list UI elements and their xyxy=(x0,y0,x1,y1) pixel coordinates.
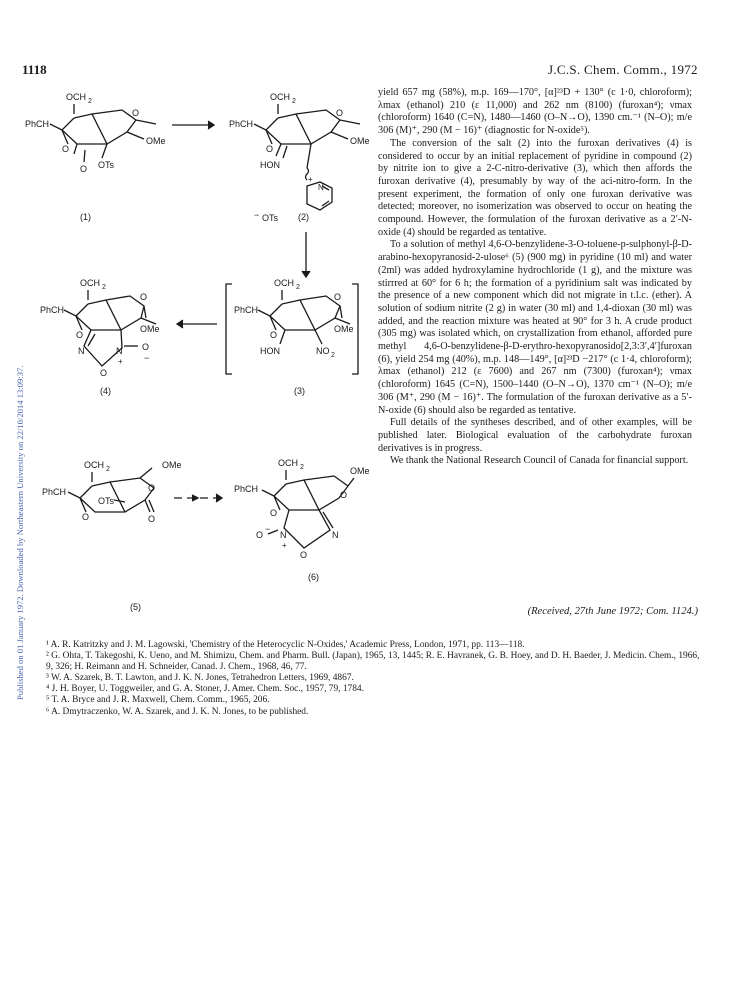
paragraph-experimental: To a solution of methyl 4,6-O-benzylidene-3-O-toluene-p-sulphonyl-β-D-arabino-hexopyranosid-2-ulose⁶ (5) (900 mg) in pyridine (10 ml) and water (2ml) was added hydroxylamine hydrochloride (1 g), and the mixture was stirrred at 60° for 6 h; the formation of a pyridinium salt was indicated by the presence of a new component which did not migrate in t.l.c. (ether). A solution of sodium nitrite (2 g) in water (30 ml) and 1,4-dioxan (30 ml) was added, and the reaction mixture was heated at 90° for 3 h. A crude product (305 mg) was isolated which, on crystallization from ethanol, afforded pure methyl 4,6-O-benzylidene-β-D-erythro-hexopyranosido[2,3:3′,4′]furoxan (6), yield 254 mg (40%), m.p. 148—149°, [α]²³D −217° (c 1·4, chloroform); λmax (ethanol) 212 (ε 7600) and 267 nm (7300) (furoxan⁴); νmax (chloroform) 1645 (C=N), 1500–1440 (O–N→O), 1370 cm⁻¹ (N–O); m/e 306 (M⁺, 290 (M − 16)⁺. The formulation of the furoxan derivative as a 5′-N-oxide (6) should also be regarded as tentative. xyxy=(378,239,692,416)
atom-o-minus: O xyxy=(142,342,150,352)
paragraph-mechanism: The conversion of the salt (2) into the furoxan derivatives (4) is considered to occur by an initial replacement of pyridine in compound (2) by nitrite ion to give a 2-C-nitro-derivative (3), which then affords the furoxan derivative (4), presumably by way of the aci-nitro-form. In the present experiment, the formation of only one furoxan derivative was detected; moreover, no isomerization was observed to occur on heating the compound. However, the formulation of the furoxan derivative as a 2′-N-oxide (4) should be regarded as tentative. xyxy=(378,137,692,238)
atom-hon: HON xyxy=(260,160,280,170)
atom-no2: NO xyxy=(316,346,330,356)
atom-ring-o: O xyxy=(340,490,348,500)
atom-n-oxide: N xyxy=(116,346,123,356)
reference-1: ¹ A. R. Katritzky and J. M. Lagowski, 'Chemistry of the Heterocyclic N-Oxides,' Academic Press, London, 1971, pp. 113—118. xyxy=(46,640,525,650)
atom-furoxan-o: O xyxy=(300,550,308,560)
atom-n: N xyxy=(318,183,324,192)
atom-ome: OMe xyxy=(162,460,182,470)
atom-och2: OCH xyxy=(270,92,290,102)
compound-label-5: (5) xyxy=(130,602,141,612)
running-head: J.C.S. Chem. Comm., 1972 xyxy=(548,62,698,77)
atom-minus: − xyxy=(265,524,271,534)
compound-label-4: (4) xyxy=(100,386,111,396)
atom-ring-o: O xyxy=(132,108,140,118)
atom-sub2: 2 xyxy=(106,466,110,473)
atom-furoxan-o: O xyxy=(100,368,108,378)
compound-label-6: (6) xyxy=(308,572,319,582)
atom-keto-o: O xyxy=(80,164,88,174)
atom-sub2: 2 xyxy=(331,352,335,359)
atom-o-minus: O xyxy=(256,530,264,540)
atom-n: N xyxy=(78,346,85,356)
download-notice xyxy=(2,180,25,700)
atom-n: N xyxy=(332,530,339,540)
atom-n-oxide: N xyxy=(280,530,287,540)
atom-ring-o: O xyxy=(140,292,148,302)
atom-sub2: 2 xyxy=(102,284,106,291)
atom-plus: + xyxy=(282,541,287,550)
atom-sub2: 2 xyxy=(88,98,92,105)
atom-ome: OMe xyxy=(140,324,160,334)
paragraph-future-work: Full details of the syntheses described, and of other examples, will be published later. Biological evaluation of the carbohydrate furoxan derivatives is in progress. xyxy=(378,417,692,454)
compound-label-1: (1) xyxy=(80,212,91,222)
atom-sub2: 2 xyxy=(300,464,304,471)
download-notice-text: Published on 01 January 1972. Downloaded by Northeastern University on 22/10/2014 13:09:37. xyxy=(15,365,25,700)
atom-minus: − xyxy=(144,353,150,363)
reference-4: ⁴ J. H. Boyer, U. Toggweiler, and G. A. Stoner, J. Amer. Chem. Soc., 1957, 79, 1784. xyxy=(46,684,364,695)
atom-keto-o: O xyxy=(148,514,156,524)
atom-o: O xyxy=(266,144,274,154)
reference-2: ² G. Ohta, T. Takegoshi, K. Ueno, and M. Shimizu, Chem. and Pharm. Bull. (Japan), 1965, 13, 1445; R. E. Havranek, G. B. Hoey, and D. H. Baeder, J. Medicin. Chem., 1966, 9, 326; H. Reimann and H. Schneider, Canad. J. Chem., 1968, 46, 77. xyxy=(46,651,700,673)
atom-och2: OCH xyxy=(84,460,104,470)
atom-ome: OMe xyxy=(334,324,354,334)
compound-label-3: (3) xyxy=(294,386,305,396)
atom-sub2: 2 xyxy=(296,284,300,291)
atom-o: O xyxy=(82,512,90,522)
reference-6: ⁶ A. Dmytraczenko, W. A. Szarek, and J. K. N. Jones, to be published. xyxy=(46,706,309,717)
reference-3: ³ W. A. Szarek, B. T. Lawton, and J. K. N. Jones, Tetrahedron Letters, 1969, 4867. xyxy=(46,673,354,684)
atom-phch: PhCH xyxy=(40,305,65,315)
atom-o: O xyxy=(62,144,70,154)
atom-ots: OTs xyxy=(98,160,115,170)
atom-ring-o: O xyxy=(334,292,342,302)
page-number: 1118 xyxy=(22,62,47,77)
received-date: (Received, 27th June 1972; Com. 1124.) xyxy=(527,606,698,617)
atom-ots-minus: − xyxy=(254,210,260,220)
atom-ots-ion: OTs xyxy=(262,213,279,223)
atom-o: O xyxy=(270,330,278,340)
paragraph-acknowledgement: We thank the National Research Council of Canada for financial support. xyxy=(390,455,689,467)
atom-phch: PhCH xyxy=(42,487,67,497)
atom-phch: PhCH xyxy=(25,119,50,129)
atom-plus: + xyxy=(118,357,123,366)
atom-ots: OTs xyxy=(98,496,115,506)
atom-och2: OCH xyxy=(274,278,294,288)
atom-ome: OMe xyxy=(146,136,166,146)
atom-plus: + xyxy=(308,175,313,184)
atom-phch: PhCH xyxy=(234,305,259,315)
atom-och2: OCH xyxy=(278,458,298,468)
atom-ome: OMe xyxy=(350,466,370,476)
body-text xyxy=(378,87,692,468)
reference-5: ⁵ T. A. Bryce and J. R. Maxwell, Chem. Comm., 1965, 206. xyxy=(46,695,270,706)
atom-ring-o: O xyxy=(148,483,156,493)
atom-ring-o: O xyxy=(336,108,344,118)
atom-o: O xyxy=(270,508,278,518)
atom-hon: HON xyxy=(260,346,280,356)
reaction-scheme xyxy=(22,82,372,622)
atom-phch: PhCH xyxy=(234,484,259,494)
references xyxy=(46,640,706,718)
atom-ome: OMe xyxy=(350,136,370,146)
atom-o: O xyxy=(76,330,84,340)
atom-phch: PhCH xyxy=(229,119,254,129)
atom-och2: OCH xyxy=(80,278,100,288)
atom-och2: OCH xyxy=(66,92,86,102)
atom-sub2: 2 xyxy=(292,98,296,105)
compound-label-2: (2) xyxy=(298,212,309,222)
paragraph-yield: yield 657 mg (58%), m.p. 169—170°, [α]²³D + 130° (c 1·0, chloroform); λmax (ethanol) 210 (ε 11,000) and 262 nm (8100) (furoxan⁴); νmax (chloroform) 1640 (C=N), 1480—1460 (O–N→O), 1390 cm.⁻¹ (N–O); m/e 306 (M)⁺, 290 (M − 16)⁺ (diagnostic for N-oxide⁵). xyxy=(378,87,692,137)
